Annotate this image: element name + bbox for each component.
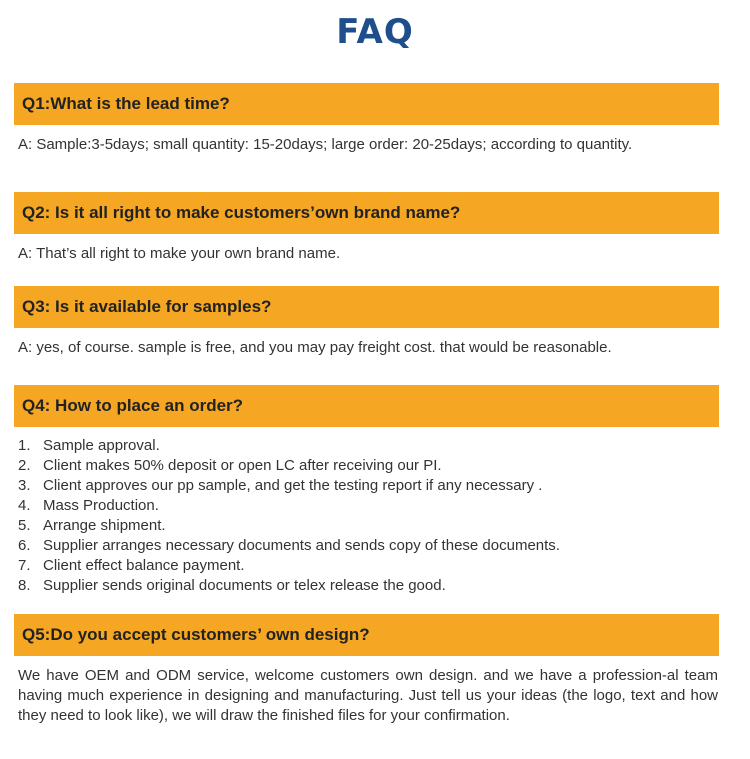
faq-answer-5: We have OEM and ODM service, welcome customers own design. and we have a profession-al team having much experience in designing and manufacturing. Just tell us your ideas (the logo, text and how they need to look like), we will draw the finished files for your confirmation. <box>18 667 718 724</box>
faq-question-3: Q3: Is it available for samples? <box>14 286 719 328</box>
step-text: Supplier sends original documents or telex release the good. <box>43 577 446 594</box>
step-text: Client makes 50% deposit or open LC after receiving our PI. <box>43 457 442 474</box>
order-step <box>18 516 560 536</box>
order-step <box>18 556 560 576</box>
order-step <box>18 536 560 556</box>
faq-answer-2: A: That’s all right to make your own brand name. <box>18 245 341 262</box>
order-steps-list <box>18 436 560 596</box>
faq-question-2: Q2: Is it all right to make customers’own brand name? <box>14 192 719 234</box>
order-step <box>18 456 560 476</box>
step-number: 4. <box>18 497 31 514</box>
faq-question-5: Q5:Do you accept customers’ own design? <box>14 614 719 656</box>
order-step <box>18 476 560 496</box>
step-text: Client approves our pp sample, and get the testing report if any necessary . <box>43 477 543 494</box>
faq-answer-3: A: yes, of course. sample is free, and you may pay freight cost. that would be reasonable. <box>18 339 612 356</box>
page-title: FAQ <box>336 12 414 52</box>
step-number: 3. <box>18 477 31 494</box>
step-number: 8. <box>18 577 31 594</box>
step-text: Client effect balance payment. <box>43 557 245 574</box>
faq-question-1: Q1:What is the lead time? <box>14 83 719 125</box>
order-step <box>18 496 560 516</box>
order-step <box>18 436 560 456</box>
step-number: 2. <box>18 457 31 474</box>
step-text: Mass Production. <box>43 497 159 514</box>
step-text: Supplier arranges necessary documents and sends copy of these documents. <box>43 537 560 554</box>
order-step <box>18 576 560 596</box>
step-text: Arrange shipment. <box>43 517 166 534</box>
faq-answer-1: A: Sample:3-5days; small quantity: 15-20days; large order: 20-25days; according to quantity. <box>18 136 633 153</box>
step-number: 1. <box>18 437 31 454</box>
step-number: 5. <box>18 517 31 534</box>
step-number: 7. <box>18 557 31 574</box>
step-number: 6. <box>18 537 31 554</box>
faq-question-4: Q4: How to place an order? <box>14 385 719 427</box>
step-text: Sample approval. <box>43 437 160 454</box>
